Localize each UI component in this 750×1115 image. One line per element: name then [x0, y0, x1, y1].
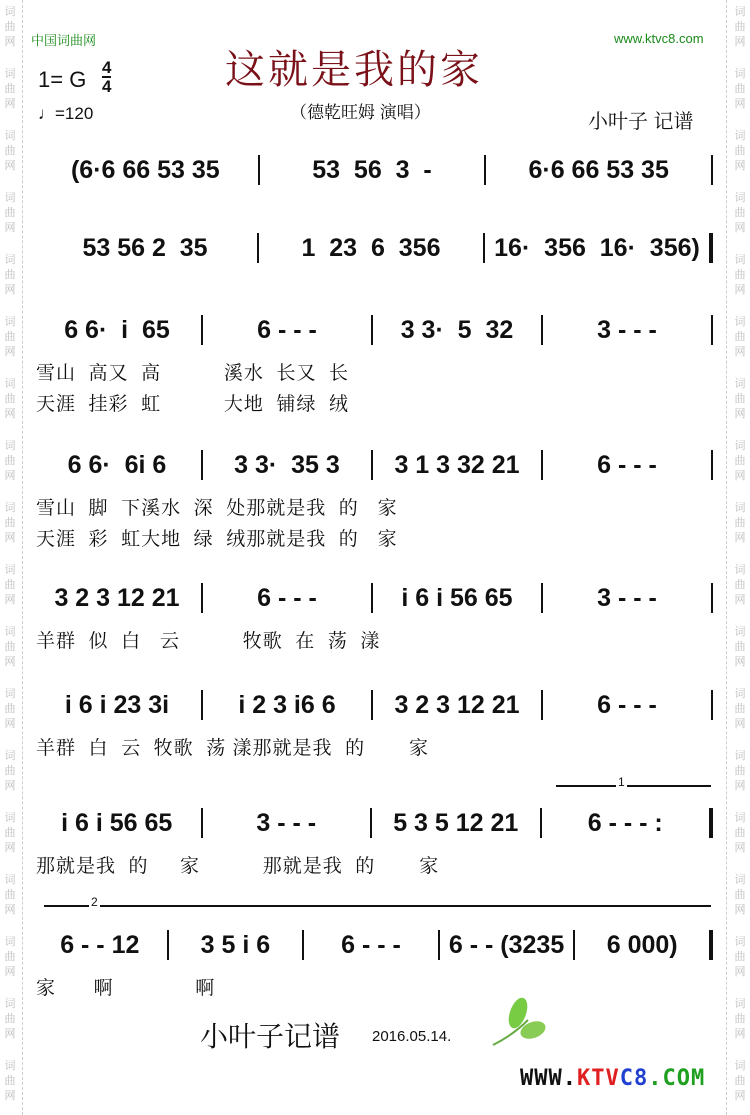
measure: 6 - - (3235 — [448, 931, 565, 959]
lyric-line: 羊群 似 白 云 牧歌 在 荡 漾 — [36, 631, 381, 652]
measure: 6 - - - — [597, 451, 657, 479]
watermark-text: 词 曲 网 — [734, 254, 746, 296]
barline — [258, 155, 260, 185]
score-line — [36, 808, 716, 838]
watermark-text: 词 曲 网 — [4, 564, 16, 606]
measure: 3 3· 5 32 — [400, 316, 514, 344]
barline — [201, 450, 203, 480]
watermark-text: 词 曲 网 — [4, 874, 16, 916]
barline — [711, 583, 713, 613]
watermark-text: 词 曲 网 — [4, 1060, 16, 1102]
measure: i 2 3 i6 6 — [238, 691, 336, 719]
barline — [709, 233, 713, 263]
watermark-text: 词 曲 网 — [4, 6, 16, 48]
measure: 3 5 i 6 — [200, 931, 271, 959]
notator: 小叶子 记谱 — [588, 111, 694, 133]
barline — [371, 315, 373, 345]
meter-top: 4 — [102, 58, 112, 77]
measure: 5 3 5 12 21 — [393, 809, 519, 837]
barline — [201, 690, 203, 720]
measure: 3 - - - — [597, 584, 657, 612]
barline — [711, 450, 713, 480]
measure: (6·6 66 53 35 — [70, 156, 220, 184]
barline — [370, 808, 372, 838]
watermark-text: 词 曲 网 — [4, 812, 16, 854]
watermark-text: 词 曲 网 — [734, 192, 746, 234]
watermark-text: 词 曲 网 — [4, 192, 16, 234]
watermark-text: 词 曲 网 — [734, 6, 746, 48]
key-signature: 1= G — [38, 67, 87, 92]
barline — [573, 930, 575, 960]
lyric-line: 雪山 脚 下溪水 深 处那就是我 的 家 — [36, 498, 398, 519]
watermark-text: 词 曲 网 — [4, 502, 16, 544]
measure: 3 2 3 12 21 — [394, 691, 520, 719]
score-line — [36, 315, 716, 345]
ktvc8-logo — [520, 1066, 705, 1091]
lyric-line: 天涯 挂彩 虹 大地 铺绿 绒 — [36, 394, 350, 415]
measure: 6·6 66 53 35 — [528, 156, 669, 184]
watermark-text: 词 曲 网 — [4, 440, 16, 482]
barline — [709, 808, 713, 838]
score-line — [36, 233, 716, 263]
barline — [201, 315, 203, 345]
watermark-text: 词 曲 网 — [4, 68, 16, 110]
barline — [483, 233, 485, 263]
signature: 小叶子记谱 — [200, 1020, 341, 1053]
barline — [541, 690, 543, 720]
volta-second-label: 2 — [91, 895, 98, 909]
barline — [257, 233, 259, 263]
logo-part: .COM — [648, 1066, 706, 1091]
measure: 6 000) — [606, 931, 678, 959]
date: 2016.05.14. — [372, 1028, 452, 1045]
barline — [438, 930, 440, 960]
barline — [711, 690, 713, 720]
tempo: ♩=120 — [38, 104, 94, 123]
barline — [371, 450, 373, 480]
time-signature — [102, 59, 111, 95]
watermark-text: 词 曲 网 — [734, 316, 746, 358]
lyric-line: 羊群 白 云 牧歌 荡 漾那就是我 的 家 — [36, 738, 430, 759]
watermark-text: 词 曲 网 — [734, 998, 746, 1040]
measure: 6 6· 6i 6 — [67, 451, 167, 479]
watermark-text: 词 曲 网 — [734, 68, 746, 110]
measure: 6 - - - — [341, 931, 401, 959]
measure: 6 - - - — [257, 316, 317, 344]
lyric-line: 家 啊 啊 — [36, 978, 216, 999]
volta-first-label: 1 — [618, 775, 625, 789]
score-line — [36, 450, 716, 480]
barline — [541, 450, 543, 480]
watermark-text: 词 曲 网 — [734, 502, 746, 544]
barline — [540, 808, 542, 838]
watermark-text: 词 曲 网 — [734, 936, 746, 978]
logo-part: WWW. — [520, 1066, 577, 1091]
measure: 3 3· 35 3 — [234, 451, 340, 479]
watermark-text: 词 曲 网 — [734, 130, 746, 172]
watermark-text: 词 曲 网 — [4, 316, 16, 358]
logo-part: KTV — [576, 1066, 620, 1091]
watermark-text: 词 曲 网 — [734, 688, 746, 730]
watermark-text: 词 曲 网 — [4, 688, 16, 730]
measure: 16· 356 16· 356) — [494, 234, 700, 262]
lyric-line: 雪山 高又 高 溪水 长又 长 — [36, 363, 350, 384]
measure: 6 - - - — [257, 584, 317, 612]
volta-first — [556, 775, 711, 797]
watermark-text: 词 曲 网 — [734, 1060, 746, 1102]
watermark-text: 词 曲 网 — [734, 750, 746, 792]
site-name-cn: 中国词曲网 — [31, 33, 97, 48]
score-line — [36, 930, 716, 960]
lyric-line: 那就是我 的 家 那就是我 的 家 — [36, 856, 440, 877]
barline — [711, 315, 713, 345]
watermark-text: 词 曲 网 — [4, 130, 16, 172]
measure: 53 56 3 - — [312, 156, 432, 184]
barline — [167, 930, 169, 960]
measure: 3 - - - — [597, 316, 657, 344]
measure: i 6 i 56 65 — [61, 809, 173, 837]
measure: 6 - - - — [597, 691, 657, 719]
measure: 3 2 3 12 21 — [54, 584, 180, 612]
watermark-text: 词 曲 网 — [4, 750, 16, 792]
measure: i 6 i 23 3i — [64, 691, 170, 719]
barline — [371, 583, 373, 613]
song-title: 这就是我的家 — [225, 47, 483, 93]
watermark-text: 词 曲 网 — [4, 378, 16, 420]
lyric-line: 天涯 彩 虹大地 绿 绒那就是我 的 家 — [36, 529, 398, 550]
measure: 3 1 3 32 21 — [394, 451, 520, 479]
volta-second — [44, 895, 711, 917]
measure: 6 - - - : — [587, 809, 663, 837]
watermark-text: 词 曲 网 — [734, 564, 746, 606]
measure: i 6 i 56 65 — [401, 584, 513, 612]
logo-part: C8 — [619, 1066, 649, 1091]
barline — [302, 930, 304, 960]
leaf-icon — [488, 995, 548, 1050]
barline — [709, 930, 713, 960]
watermark-text: 词 曲 网 — [734, 812, 746, 854]
measure: 53 56 2 35 — [82, 234, 208, 262]
watermark-text: 词 曲 网 — [734, 378, 746, 420]
singer: （德乾旺姆 演唱） — [290, 103, 431, 122]
score-line — [36, 155, 716, 185]
barline — [484, 155, 486, 185]
watermark-text: 词 曲 网 — [4, 254, 16, 296]
barline — [201, 808, 203, 838]
watermark-text: 词 曲 网 — [734, 626, 746, 668]
site-url: www.ktvc8.com — [614, 31, 704, 46]
watermark-text: 词 曲 网 — [734, 440, 746, 482]
watermark-text: 词 曲 网 — [4, 936, 16, 978]
measure: 6 6· i 65 — [64, 316, 170, 344]
score-line — [36, 690, 716, 720]
watermark-text: 词 曲 网 — [734, 874, 746, 916]
measure: 6 - - 12 — [60, 931, 140, 959]
barline — [201, 583, 203, 613]
measure: 3 - - - — [256, 809, 317, 837]
measure: 1 23 6 356 — [301, 234, 441, 262]
barline — [711, 155, 713, 185]
watermark-text: 词 曲 网 — [4, 626, 16, 668]
watermark-text: 词 曲 网 — [4, 998, 16, 1040]
barline — [541, 583, 543, 613]
score-line — [36, 583, 716, 613]
meter-bottom: 4 — [102, 77, 112, 96]
barline — [371, 690, 373, 720]
barline — [541, 315, 543, 345]
